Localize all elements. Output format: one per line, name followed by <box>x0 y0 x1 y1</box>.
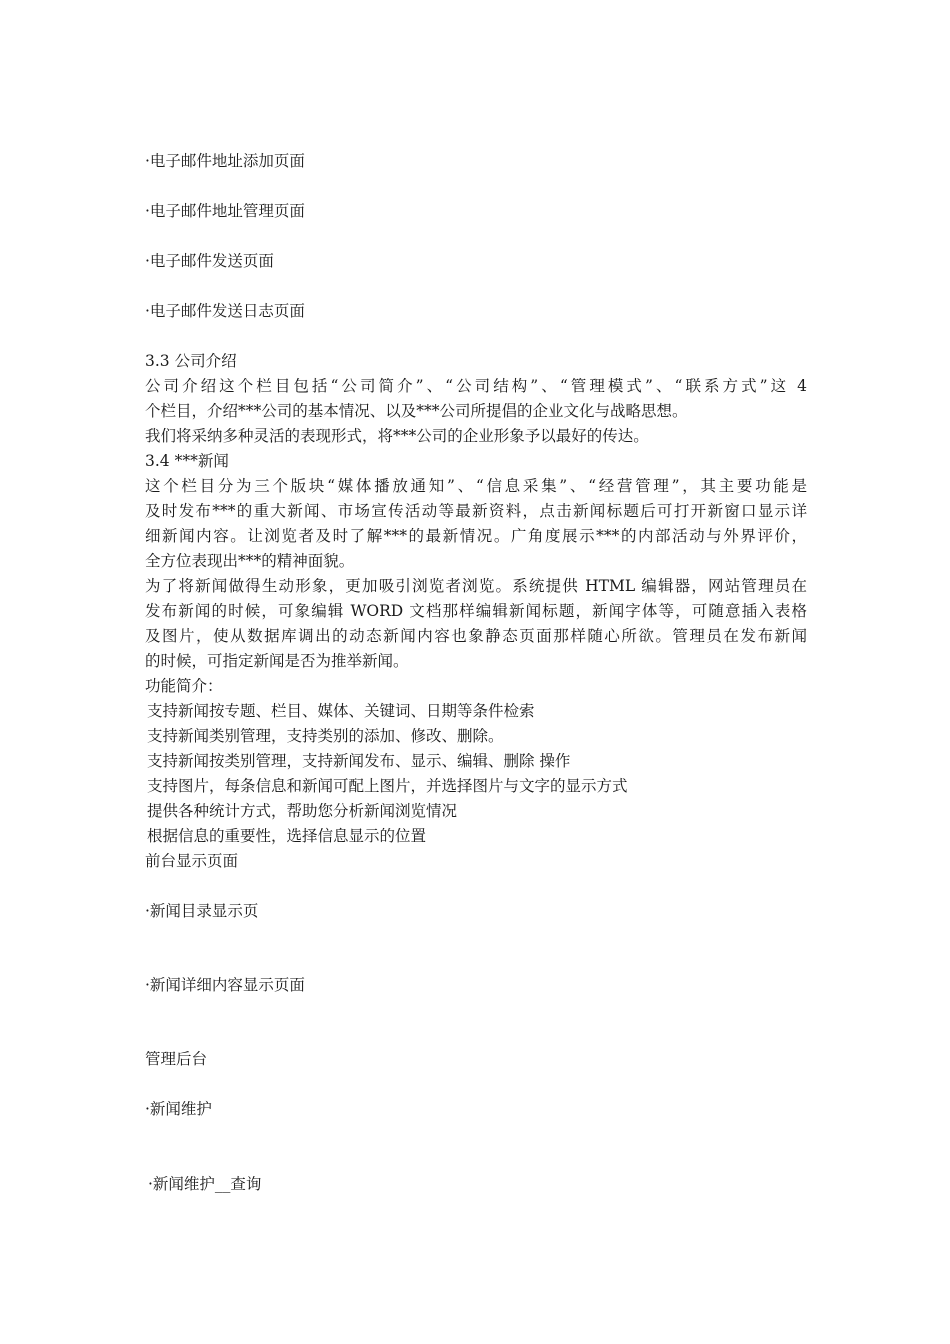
backend-page-item: ·新闻维护__查询 <box>148 1175 262 1193</box>
paragraph-line: 细新闻内容。让浏览者及时了解***的最新情况。广角度展示***的内部活动与外界评价， <box>145 527 807 545</box>
backend-title: 管理后台 <box>145 1050 208 1068</box>
feature-item: 支持新闻按专题、栏目、媒体、关键词、日期等条件检索 <box>147 702 535 720</box>
features-title: 功能简介： <box>145 677 223 695</box>
paragraph-line: 全方位表现出***的精神面貌。 <box>145 552 355 570</box>
paragraph-line: 及时发布***的重大新闻、市场宣传活动等最新资料，点击新闻标题后可打开新窗口显示详 <box>145 502 807 520</box>
backend-page-item: ·新闻维护 <box>145 1100 212 1118</box>
paragraph-line: 的时候，可指定新闻是否为推举新闻。 <box>145 652 409 670</box>
paragraph-line: 我们将采纳多种灵活的表现形式，将***公司的企业形象予以最好的传达。 <box>145 427 649 445</box>
frontend-title: 前台显示页面 <box>145 852 239 870</box>
feature-item: 提供各种统计方式，帮助您分析新闻浏览情况 <box>147 802 458 820</box>
email-page-item: ·电子邮件发送页面 <box>145 252 274 270</box>
section-heading: 3.4 ***新闻 <box>145 452 229 470</box>
section-heading: 3.3 公司介绍 <box>145 352 237 370</box>
paragraph-line: 为了将新闻做得生动形象，更加吸引浏览者浏览。系统提供 HTML 编辑器，网站管理员在 <box>145 577 807 595</box>
paragraph-line: 这个栏目分为三个版块“媒体播放通知”、“信息采集”、“经营管理”，其主要功能是 <box>145 477 807 495</box>
paragraph-line: 公司介绍这个栏目包括“公司简介”、“公司结构”、“管理模式”、“联系方式”这 4 <box>145 377 807 395</box>
feature-item: 支持图片，每条信息和新闻可配上图片，并选择图片与文字的显示方式 <box>147 777 628 795</box>
paragraph-line: 及图片，使从数据库调出的动态新闻内容也象静态页面那样随心所欲。管理员在发布新闻 <box>145 627 807 645</box>
frontend-page-item: ·新闻详细内容显示页面 <box>145 976 305 994</box>
email-page-item: ·电子邮件发送日志页面 <box>145 302 305 320</box>
feature-item: 根据信息的重要性，选择信息显示的位置 <box>147 827 427 845</box>
email-page-item: ·电子邮件地址管理页面 <box>145 202 305 220</box>
paragraph-line: 个栏目，介绍***公司的基本情况、以及***公司所提倡的企业文化与战略思想。 <box>145 402 688 420</box>
email-page-item: ·电子邮件地址添加页面 <box>145 152 305 170</box>
frontend-page-item: ·新闻目录显示页 <box>145 902 259 920</box>
feature-item: 支持新闻按类别管理，支持新闻发布、显示、编辑、删除 操作 <box>147 752 571 770</box>
paragraph-line: 发布新闻的时候，可象编辑 WORD 文档那样编辑新闻标题，新闻字体等，可随意插入表格 <box>145 602 807 620</box>
feature-item: 支持新闻类别管理，支持类别的添加、修改、删除。 <box>147 727 504 745</box>
